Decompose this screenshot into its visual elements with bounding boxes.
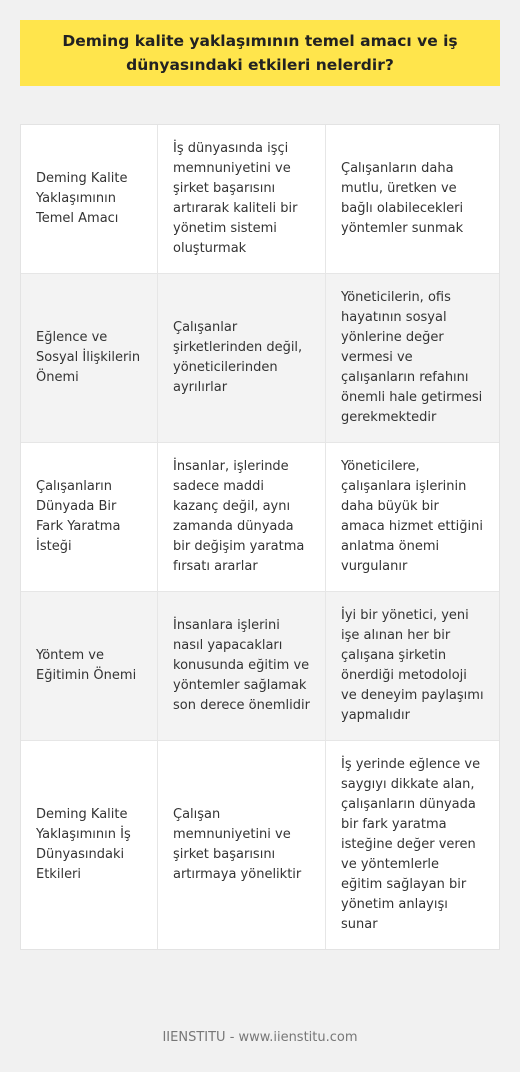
table-row [21, 592, 499, 741]
row-detail: Yöneticilerin, ofis hayatının sosyal yönlerine değer vermesi ve çalışanların refahını önemli hale getirmesi gerekmektedir [326, 274, 499, 443]
row-topic: Deming Kalite Yaklaşımının Temel Amacı [21, 125, 158, 274]
table-row [21, 125, 499, 274]
footer-credit: IIENSTITU - www.iienstitu.com [162, 1030, 358, 1045]
row-detail: İş yerinde eğlence ve saygıyı dikkate alan, çalışanların dünyada bir fark yaratma isteğine değer veren ve yöntemlerle eğitim sağlayan bir yönetim anlayışı sunar [341, 757, 481, 932]
row-summary: Çalışanlar şirketlerinden değil, yöneticilerinden ayrılırlar [158, 274, 326, 443]
table-row [21, 741, 499, 949]
row-summary: İnsanlara işlerini nasıl yapacakları konusunda eğitim ve yöntemler sağlamak son derece önemlidir [158, 592, 326, 741]
row-summary: İş dünyasında işçi memnuniyetini ve şirket başarısını artırarak kaliteli bir yönetim sistemi oluşturmak [158, 125, 326, 274]
row-detail: Yöneticilere, çalışanlara işlerinin daha büyük bir amaca hizmet ettiğini anlatma önemi vurgulanır [326, 443, 499, 592]
row-summary: İnsanlar, işlerinde sadece maddi kazanç değil, aynı zamanda dünyada bir değişim yaratma fırsatı ararlar [158, 443, 326, 592]
info-table [20, 124, 500, 950]
row-topic: Yöntem ve Eğitimin Önemi [21, 592, 158, 741]
row-detail: İyi bir yönetici, yeni işe alınan her bir çalışana şirketin önerdiği metodoloji ve deneyim paylaşımı yapmalıdır [326, 592, 499, 741]
table-row [21, 274, 499, 443]
row-summary: Çalışan memnuniyetini ve şirket başarısını artırmaya yöneliktir [158, 741, 326, 949]
row-detail: Çalışanların daha mutlu, üretken ve bağlı olabilecekleri yöntemler sunmak [326, 125, 499, 274]
row-topic: Eğlence ve Sosyal İlişkilerin Önemi [21, 274, 158, 443]
row-topic: Deming Kalite Yaklaşımının İş Dünyasındaki Etkileri [21, 741, 158, 949]
table-row [21, 443, 499, 592]
row-topic: Çalışanların Dünyada Bir Fark Yaratma İsteği [21, 443, 158, 592]
page-title: Deming kalite yaklaşımının temel amacı ve iş dünyasındaki etkileri nelerdir? [20, 20, 500, 86]
